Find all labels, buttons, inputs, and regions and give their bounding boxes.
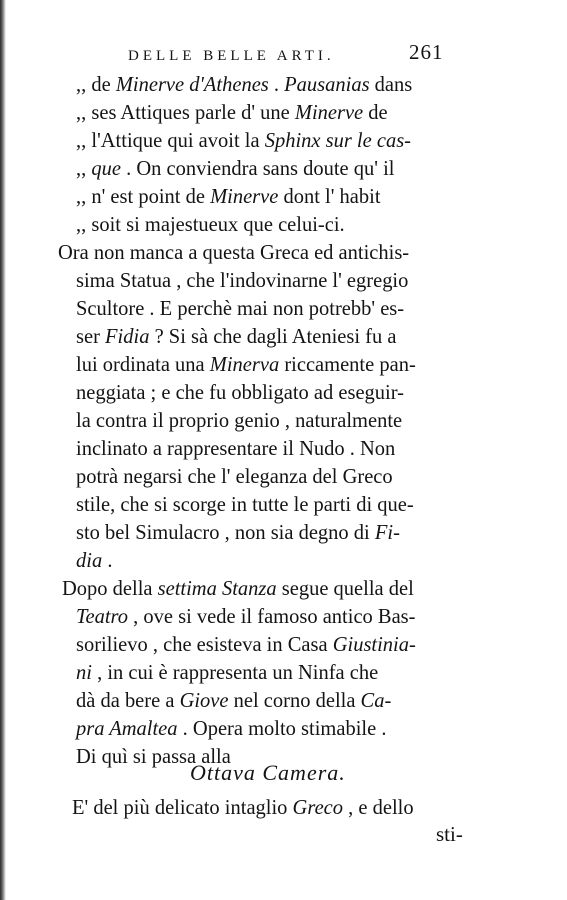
italic-text: dia (76, 548, 103, 572)
text-run: segue quella del (276, 576, 414, 600)
italic-text: Giove (179, 688, 229, 712)
page-number: 261 (409, 40, 444, 64)
text-run: dà da bere a (76, 688, 180, 712)
text-line (76, 406, 486, 434)
text-run: la contra il proprio genio , naturalmente (76, 408, 403, 432)
italic-text: pra Amaltea (76, 716, 178, 740)
text-run: , ove si vede il famoso antico Bas- (128, 604, 416, 628)
text-run: dont l' habit (278, 184, 381, 208)
italic-text: Minerve d'Athenes (115, 72, 269, 96)
text-line (76, 182, 486, 210)
text-run: ser (76, 324, 106, 348)
text-line (76, 98, 486, 126)
text-line (76, 266, 486, 294)
text-run: inclinato a rappresentare il Nudo . Non (76, 436, 396, 460)
text-line (62, 574, 472, 602)
text-run: potrà negarsi che l' eleganza del Greco (76, 464, 393, 488)
binding-shadow (0, 0, 6, 900)
italic-text: Teatro (76, 604, 129, 628)
text-line (76, 350, 486, 378)
text-run: Dopo della (62, 576, 158, 600)
text-run: dans (369, 72, 413, 96)
text-line (76, 434, 486, 462)
italic-text: Sphinx sur le cas- (264, 128, 412, 152)
text-run: E' del più delicato intaglio (72, 795, 293, 819)
text-run: Di quì si passa alla (76, 744, 231, 768)
text-run: stile, che si scorge in tutte le parti di que- (76, 492, 414, 516)
text-run: neggiata ; e che fu obbligato ad eseguir- (76, 380, 404, 404)
catchword: sti- (436, 822, 463, 846)
text-line (76, 714, 486, 742)
text-run: sima Statua , che l'indovinarne l' egregio (76, 268, 409, 292)
text-run: ,, n' est point de (76, 184, 211, 208)
text-line (76, 294, 486, 322)
text-run: lui ordinata una (76, 352, 210, 376)
text-run: nel corno della (228, 688, 361, 712)
text-line (76, 210, 486, 238)
text-run: . (268, 72, 285, 96)
text-run: . (102, 548, 113, 572)
text-run: Scultore . E perchè mai non potrebb' es- (76, 296, 405, 320)
text-line (76, 518, 486, 546)
text-line (76, 658, 486, 686)
text-line (76, 378, 486, 406)
text-line (76, 126, 486, 154)
text-run: ,, (76, 156, 92, 180)
text-run: riccamente pan- (279, 352, 416, 376)
text-run: . Opera molto stimabile . (177, 716, 387, 740)
italic-text: ni (76, 660, 92, 684)
text-run: Ora non manca a questa Greca ed antichis- (58, 240, 410, 264)
text-line (76, 546, 486, 574)
text-line (72, 793, 482, 821)
text-run: , e dello (343, 795, 414, 819)
italic-text: Minerve (294, 100, 364, 124)
italic-text: Fi- (374, 520, 400, 544)
text-run: de (363, 100, 388, 124)
section-heading: Ottava Camera. (190, 760, 346, 785)
italic-text: Fidia (105, 324, 150, 348)
italic-text: Pausanias (284, 72, 370, 96)
text-line (76, 462, 486, 490)
italic-text: que (91, 156, 121, 180)
text-line (76, 490, 486, 518)
text-line (76, 70, 486, 98)
text-run: ,, soit si majestueux que celui-ci. (76, 212, 345, 236)
text-run: ,, de (76, 72, 116, 96)
text-run: ? Si sà che dagli Ateniesi fu a (149, 324, 397, 348)
text-line (58, 238, 468, 266)
italic-text: Minerve (210, 184, 279, 208)
italic-text: settima Stanza (157, 576, 277, 600)
running-title: DELLE BELLE ARTI. (128, 48, 335, 64)
text-line (76, 322, 486, 350)
text-line (76, 154, 486, 182)
text-run: sto bel Simulacro , non sia degno di (76, 520, 375, 544)
italic-text: Ca- (360, 688, 392, 712)
text-run: ,, ses Attiques parle d' une (76, 100, 295, 124)
text-line (76, 686, 486, 714)
text-run: sorilievo , che esisteva in Casa (76, 632, 333, 656)
italic-text: Giustinia- (332, 632, 416, 656)
italic-text: Greco (292, 795, 344, 819)
text-line (76, 602, 486, 630)
text-line (76, 630, 486, 658)
italic-text: Minerva (209, 352, 280, 376)
text-run: . On conviendra sans doute qu' il (120, 156, 395, 180)
text-run: ,, l'Attique qui avoit la (76, 128, 265, 152)
text-run: , in cui è rappresenta un Ninfa che (91, 660, 379, 684)
